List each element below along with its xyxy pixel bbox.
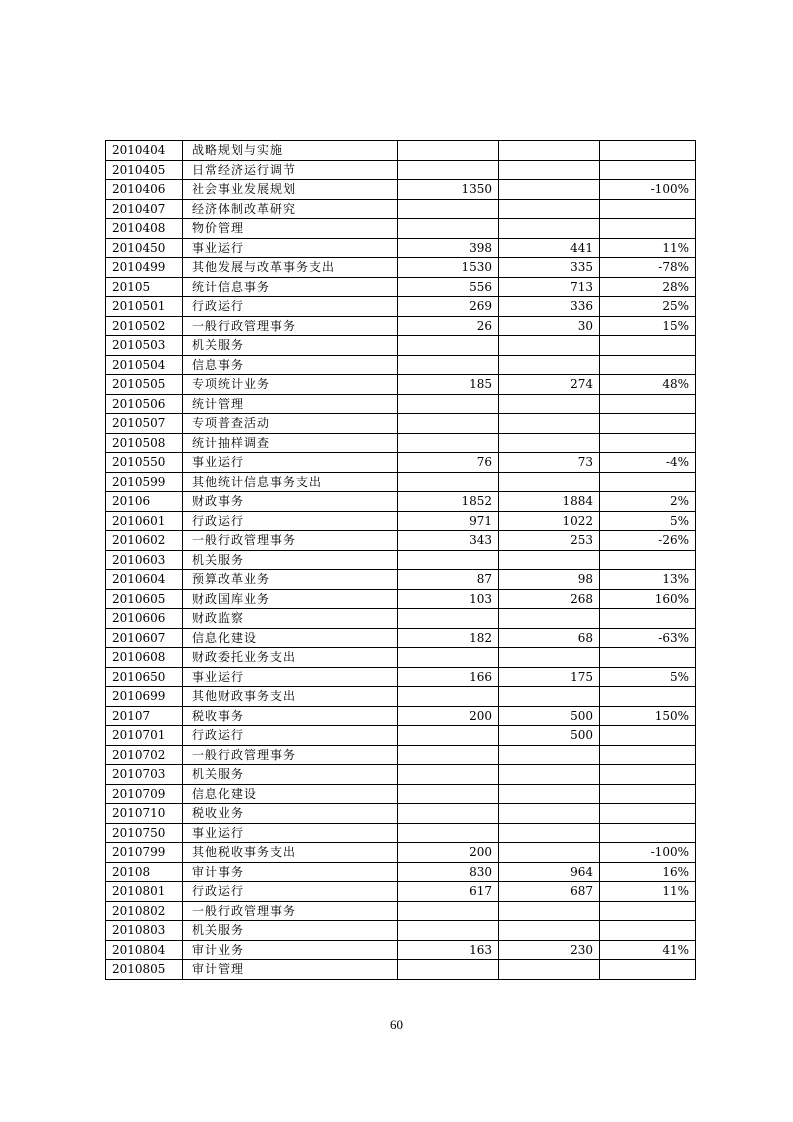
name-cell: 行政运行 bbox=[183, 726, 398, 746]
change-percent-cell: -4% bbox=[600, 453, 696, 473]
name-cell: 一般行政管理事务 bbox=[183, 745, 398, 765]
current-year-cell: 441 bbox=[499, 238, 600, 258]
prior-year-cell bbox=[398, 648, 499, 668]
code-cell: 2010605 bbox=[106, 589, 183, 609]
current-year-cell bbox=[499, 394, 600, 414]
code-cell: 2010505 bbox=[106, 375, 183, 395]
current-year-cell bbox=[499, 921, 600, 941]
name-cell: 专项普查活动 bbox=[183, 414, 398, 434]
table-row bbox=[106, 160, 696, 180]
change-percent-cell bbox=[600, 921, 696, 941]
prior-year-cell: 1852 bbox=[398, 492, 499, 512]
prior-year-cell bbox=[398, 472, 499, 492]
table-row bbox=[106, 141, 696, 161]
prior-year-cell: 76 bbox=[398, 453, 499, 473]
prior-year-cell: 200 bbox=[398, 706, 499, 726]
change-percent-cell bbox=[600, 804, 696, 824]
table-row bbox=[106, 706, 696, 726]
prior-year-cell bbox=[398, 901, 499, 921]
change-percent-cell: 5% bbox=[600, 511, 696, 531]
change-percent-cell bbox=[600, 355, 696, 375]
table-row bbox=[106, 199, 696, 219]
table-row bbox=[106, 238, 696, 258]
current-year-cell bbox=[499, 550, 600, 570]
code-cell: 2010550 bbox=[106, 453, 183, 473]
change-percent-cell bbox=[600, 823, 696, 843]
current-year-cell bbox=[499, 355, 600, 375]
code-cell: 20105 bbox=[106, 277, 183, 297]
code-cell: 2010408 bbox=[106, 219, 183, 239]
change-percent-cell: 150% bbox=[600, 706, 696, 726]
current-year-cell bbox=[499, 648, 600, 668]
code-cell: 2010450 bbox=[106, 238, 183, 258]
code-cell: 2010699 bbox=[106, 687, 183, 707]
table-body bbox=[106, 141, 696, 980]
prior-year-cell: 830 bbox=[398, 862, 499, 882]
code-cell: 2010599 bbox=[106, 472, 183, 492]
code-cell: 2010499 bbox=[106, 258, 183, 278]
prior-year-cell bbox=[398, 823, 499, 843]
current-year-cell bbox=[499, 414, 600, 434]
table-row bbox=[106, 648, 696, 668]
code-cell: 2010803 bbox=[106, 921, 183, 941]
table-row bbox=[106, 609, 696, 629]
current-year-cell: 98 bbox=[499, 570, 600, 590]
table-row bbox=[106, 667, 696, 687]
prior-year-cell bbox=[398, 745, 499, 765]
current-year-cell bbox=[499, 804, 600, 824]
prior-year-cell: 103 bbox=[398, 589, 499, 609]
current-year-cell: 964 bbox=[499, 862, 600, 882]
code-cell: 2010709 bbox=[106, 784, 183, 804]
change-percent-cell: 13% bbox=[600, 570, 696, 590]
current-year-cell: 253 bbox=[499, 531, 600, 551]
change-percent-cell: 28% bbox=[600, 277, 696, 297]
name-cell: 事业运行 bbox=[183, 238, 398, 258]
change-percent-cell bbox=[600, 648, 696, 668]
current-year-cell bbox=[499, 433, 600, 453]
name-cell: 审计管理 bbox=[183, 960, 398, 980]
code-cell: 2010407 bbox=[106, 199, 183, 219]
table-row bbox=[106, 336, 696, 356]
name-cell: 审计业务 bbox=[183, 940, 398, 960]
table-row bbox=[106, 804, 696, 824]
table-row bbox=[106, 784, 696, 804]
name-cell: 行政运行 bbox=[183, 511, 398, 531]
current-year-cell: 500 bbox=[499, 706, 600, 726]
name-cell: 机关服务 bbox=[183, 765, 398, 785]
change-percent-cell: 160% bbox=[600, 589, 696, 609]
table-row bbox=[106, 394, 696, 414]
prior-year-cell: 398 bbox=[398, 238, 499, 258]
current-year-cell bbox=[499, 160, 600, 180]
current-year-cell: 335 bbox=[499, 258, 600, 278]
table-row bbox=[106, 492, 696, 512]
name-cell: 财政国库业务 bbox=[183, 589, 398, 609]
current-year-cell bbox=[499, 609, 600, 629]
name-cell: 税收业务 bbox=[183, 804, 398, 824]
current-year-cell: 268 bbox=[499, 589, 600, 609]
name-cell: 战略规划与实施 bbox=[183, 141, 398, 161]
current-year-cell bbox=[499, 219, 600, 239]
name-cell: 财政事务 bbox=[183, 492, 398, 512]
current-year-cell bbox=[499, 336, 600, 356]
table-row bbox=[106, 940, 696, 960]
current-year-cell: 230 bbox=[499, 940, 600, 960]
prior-year-cell: 166 bbox=[398, 667, 499, 687]
name-cell: 其他统计信息事务支出 bbox=[183, 472, 398, 492]
current-year-cell: 1884 bbox=[499, 492, 600, 512]
name-cell: 信息事务 bbox=[183, 355, 398, 375]
table-row bbox=[106, 453, 696, 473]
name-cell: 事业运行 bbox=[183, 453, 398, 473]
table-row bbox=[106, 882, 696, 902]
name-cell: 机关服务 bbox=[183, 550, 398, 570]
prior-year-cell: 26 bbox=[398, 316, 499, 336]
name-cell: 机关服务 bbox=[183, 921, 398, 941]
code-cell: 20107 bbox=[106, 706, 183, 726]
prior-year-cell bbox=[398, 550, 499, 570]
code-cell: 2010601 bbox=[106, 511, 183, 531]
table-row bbox=[106, 843, 696, 863]
table-row bbox=[106, 531, 696, 551]
prior-year-cell: 269 bbox=[398, 297, 499, 317]
code-cell: 2010501 bbox=[106, 297, 183, 317]
table-row bbox=[106, 628, 696, 648]
current-year-cell bbox=[499, 823, 600, 843]
prior-year-cell: 200 bbox=[398, 843, 499, 863]
name-cell: 社会事业发展规划 bbox=[183, 180, 398, 200]
prior-year-cell: 556 bbox=[398, 277, 499, 297]
prior-year-cell bbox=[398, 687, 499, 707]
current-year-cell bbox=[499, 180, 600, 200]
code-cell: 2010702 bbox=[106, 745, 183, 765]
name-cell: 经济体制改革研究 bbox=[183, 199, 398, 219]
prior-year-cell: 1350 bbox=[398, 180, 499, 200]
change-percent-cell bbox=[600, 160, 696, 180]
table-row bbox=[106, 589, 696, 609]
name-cell: 财政监察 bbox=[183, 609, 398, 629]
current-year-cell: 687 bbox=[499, 882, 600, 902]
name-cell: 财政委托业务支出 bbox=[183, 648, 398, 668]
code-cell: 2010502 bbox=[106, 316, 183, 336]
code-cell: 2010804 bbox=[106, 940, 183, 960]
name-cell: 机关服务 bbox=[183, 336, 398, 356]
name-cell: 统计抽样调查 bbox=[183, 433, 398, 453]
code-cell: 2010507 bbox=[106, 414, 183, 434]
prior-year-cell: 163 bbox=[398, 940, 499, 960]
prior-year-cell: 617 bbox=[398, 882, 499, 902]
table-row bbox=[106, 472, 696, 492]
change-percent-cell bbox=[600, 414, 696, 434]
change-percent-cell bbox=[600, 784, 696, 804]
name-cell: 事业运行 bbox=[183, 823, 398, 843]
name-cell: 行政运行 bbox=[183, 882, 398, 902]
current-year-cell bbox=[499, 141, 600, 161]
prior-year-cell: 1530 bbox=[398, 258, 499, 278]
prior-year-cell bbox=[398, 141, 499, 161]
table-row bbox=[106, 921, 696, 941]
prior-year-cell bbox=[398, 160, 499, 180]
code-cell: 2010604 bbox=[106, 570, 183, 590]
current-year-cell: 30 bbox=[499, 316, 600, 336]
code-cell: 2010650 bbox=[106, 667, 183, 687]
change-percent-cell: 41% bbox=[600, 940, 696, 960]
name-cell: 审计事务 bbox=[183, 862, 398, 882]
code-cell: 2010506 bbox=[106, 394, 183, 414]
name-cell: 事业运行 bbox=[183, 667, 398, 687]
current-year-cell: 73 bbox=[499, 453, 600, 473]
current-year-cell: 336 bbox=[499, 297, 600, 317]
change-percent-cell: 15% bbox=[600, 316, 696, 336]
table-row bbox=[106, 901, 696, 921]
table-row bbox=[106, 550, 696, 570]
change-percent-cell: 5% bbox=[600, 667, 696, 687]
prior-year-cell: 185 bbox=[398, 375, 499, 395]
table-row bbox=[106, 726, 696, 746]
prior-year-cell bbox=[398, 414, 499, 434]
table-row bbox=[106, 258, 696, 278]
change-percent-cell: 11% bbox=[600, 882, 696, 902]
change-percent-cell: -63% bbox=[600, 628, 696, 648]
name-cell: 一般行政管理事务 bbox=[183, 901, 398, 921]
current-year-cell bbox=[499, 765, 600, 785]
prior-year-cell bbox=[398, 609, 499, 629]
current-year-cell: 68 bbox=[499, 628, 600, 648]
code-cell: 2010703 bbox=[106, 765, 183, 785]
prior-year-cell bbox=[398, 960, 499, 980]
table-row bbox=[106, 180, 696, 200]
change-percent-cell bbox=[600, 687, 696, 707]
code-cell: 2010504 bbox=[106, 355, 183, 375]
prior-year-cell bbox=[398, 355, 499, 375]
prior-year-cell bbox=[398, 784, 499, 804]
code-cell: 2010503 bbox=[106, 336, 183, 356]
page-number: 60 bbox=[390, 1017, 403, 1032]
name-cell: 税收事务 bbox=[183, 706, 398, 726]
name-cell: 其他税收事务支出 bbox=[183, 843, 398, 863]
change-percent-cell bbox=[600, 726, 696, 746]
name-cell: 信息化建设 bbox=[183, 784, 398, 804]
prior-year-cell: 343 bbox=[398, 531, 499, 551]
table-row bbox=[106, 570, 696, 590]
change-percent-cell bbox=[600, 219, 696, 239]
name-cell: 信息化建设 bbox=[183, 628, 398, 648]
prior-year-cell: 87 bbox=[398, 570, 499, 590]
name-cell: 专项统计业务 bbox=[183, 375, 398, 395]
table-row bbox=[106, 355, 696, 375]
table-row bbox=[106, 433, 696, 453]
current-year-cell bbox=[499, 687, 600, 707]
change-percent-cell: 25% bbox=[600, 297, 696, 317]
code-cell: 2010602 bbox=[106, 531, 183, 551]
code-cell: 2010603 bbox=[106, 550, 183, 570]
table-row bbox=[106, 414, 696, 434]
name-cell: 一般行政管理事务 bbox=[183, 316, 398, 336]
current-year-cell bbox=[499, 960, 600, 980]
name-cell: 物价管理 bbox=[183, 219, 398, 239]
code-cell: 2010508 bbox=[106, 433, 183, 453]
code-cell: 20106 bbox=[106, 492, 183, 512]
name-cell: 其他发展与改革事务支出 bbox=[183, 258, 398, 278]
name-cell: 其他财政事务支出 bbox=[183, 687, 398, 707]
change-percent-cell bbox=[600, 745, 696, 765]
table-row bbox=[106, 297, 696, 317]
table-row bbox=[106, 687, 696, 707]
change-percent-cell bbox=[600, 199, 696, 219]
code-cell: 2010802 bbox=[106, 901, 183, 921]
prior-year-cell bbox=[398, 199, 499, 219]
change-percent-cell: -26% bbox=[600, 531, 696, 551]
code-cell: 20108 bbox=[106, 862, 183, 882]
change-percent-cell bbox=[600, 609, 696, 629]
current-year-cell bbox=[499, 199, 600, 219]
current-year-cell: 1022 bbox=[499, 511, 600, 531]
prior-year-cell bbox=[398, 394, 499, 414]
change-percent-cell bbox=[600, 472, 696, 492]
prior-year-cell bbox=[398, 921, 499, 941]
change-percent-cell: -100% bbox=[600, 180, 696, 200]
code-cell: 2010405 bbox=[106, 160, 183, 180]
current-year-cell bbox=[499, 472, 600, 492]
prior-year-cell bbox=[398, 433, 499, 453]
change-percent-cell bbox=[600, 765, 696, 785]
code-cell: 2010799 bbox=[106, 843, 183, 863]
current-year-cell: 175 bbox=[499, 667, 600, 687]
table-row bbox=[106, 862, 696, 882]
code-cell: 2010710 bbox=[106, 804, 183, 824]
prior-year-cell bbox=[398, 804, 499, 824]
table-row bbox=[106, 823, 696, 843]
code-cell: 2010606 bbox=[106, 609, 183, 629]
current-year-cell bbox=[499, 843, 600, 863]
change-percent-cell: 48% bbox=[600, 375, 696, 395]
code-cell: 2010607 bbox=[106, 628, 183, 648]
code-cell: 2010805 bbox=[106, 960, 183, 980]
prior-year-cell: 971 bbox=[398, 511, 499, 531]
name-cell: 统计管理 bbox=[183, 394, 398, 414]
current-year-cell: 274 bbox=[499, 375, 600, 395]
change-percent-cell bbox=[600, 141, 696, 161]
name-cell: 行政运行 bbox=[183, 297, 398, 317]
table-row bbox=[106, 960, 696, 980]
code-cell: 2010404 bbox=[106, 141, 183, 161]
change-percent-cell: -100% bbox=[600, 843, 696, 863]
change-percent-cell bbox=[600, 901, 696, 921]
prior-year-cell bbox=[398, 765, 499, 785]
name-cell: 预算改革业务 bbox=[183, 570, 398, 590]
current-year-cell: 713 bbox=[499, 277, 600, 297]
change-percent-cell: 2% bbox=[600, 492, 696, 512]
code-cell: 2010701 bbox=[106, 726, 183, 746]
name-cell: 一般行政管理事务 bbox=[183, 531, 398, 551]
table-row bbox=[106, 745, 696, 765]
code-cell: 2010608 bbox=[106, 648, 183, 668]
current-year-cell bbox=[499, 784, 600, 804]
change-percent-cell bbox=[600, 336, 696, 356]
code-cell: 2010750 bbox=[106, 823, 183, 843]
current-year-cell: 500 bbox=[499, 726, 600, 746]
change-percent-cell bbox=[600, 394, 696, 414]
prior-year-cell bbox=[398, 219, 499, 239]
table-row bbox=[106, 765, 696, 785]
table-row bbox=[106, 511, 696, 531]
table-row bbox=[106, 375, 696, 395]
prior-year-cell bbox=[398, 336, 499, 356]
prior-year-cell bbox=[398, 726, 499, 746]
table-row bbox=[106, 277, 696, 297]
change-percent-cell bbox=[600, 960, 696, 980]
name-cell: 统计信息事务 bbox=[183, 277, 398, 297]
change-percent-cell bbox=[600, 550, 696, 570]
prior-year-cell: 182 bbox=[398, 628, 499, 648]
change-percent-cell bbox=[600, 433, 696, 453]
code-cell: 2010801 bbox=[106, 882, 183, 902]
table-row bbox=[106, 316, 696, 336]
current-year-cell bbox=[499, 901, 600, 921]
change-percent-cell: -78% bbox=[600, 258, 696, 278]
table-row bbox=[106, 219, 696, 239]
name-cell: 日常经济运行调节 bbox=[183, 160, 398, 180]
change-percent-cell: 11% bbox=[600, 238, 696, 258]
current-year-cell bbox=[499, 745, 600, 765]
budget-table bbox=[105, 140, 696, 980]
change-percent-cell: 16% bbox=[600, 862, 696, 882]
code-cell: 2010406 bbox=[106, 180, 183, 200]
